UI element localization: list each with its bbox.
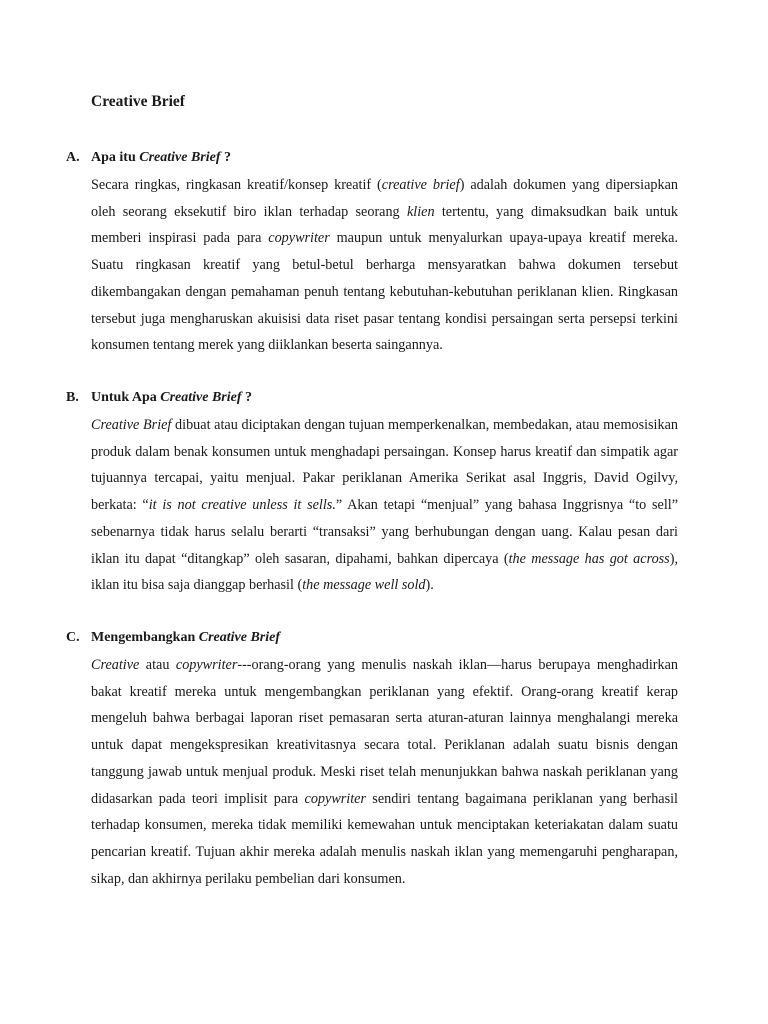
section-a-paragraph [91, 172, 678, 359]
text-run: ---orang-orang yang menulis naskah iklan—harus berupaya menghadirkan bakat kreatif mereka untuk mengembangkan periklanan yang efektif. Orang-orang kreatif kerap mengeluh bahwa berbagai laporan riset pemasaran serta aturan-aturan lainnya menghalangi mereka untuk dapat mengekspresikan kreativitasnya secara total. Periklanan adalah suatu bisnis dengan tanggung jawab untuk menjual produk. Meski riset telah menunjukkan bahwa naskah periklanan yang didasarkan pada teori implisit para [91, 657, 678, 807]
text-run: ) adalah dokumen yang dipersiapkan oleh seorang eksekutif biro iklan terhadap seorang [91, 177, 678, 220]
section-a-body [91, 172, 678, 359]
italic-run: copywriter [268, 230, 330, 247]
section-c-heading [66, 628, 678, 648]
italic-run: creative brief [381, 177, 460, 193]
italic-run: copywriter [175, 657, 238, 673]
italic-run: Creative [91, 657, 140, 673]
section-a-heading-prefix: Apa itu [91, 150, 140, 165]
section-a-heading [66, 148, 678, 168]
section-b-body [91, 412, 678, 599]
section-c-heading-italic: Creative Brief [198, 630, 280, 645]
text-run: ). [425, 577, 434, 594]
section-b-letter: B. [66, 390, 79, 405]
section-b-heading-suffix: ? [241, 390, 253, 405]
text-run: dibuat atau diciptakan dengan tujuan memperkenalkan, membedakan, atau memosisikan produk dalam benak konsumen untuk menghadapi persaingan. Konsep harus kreatif dan simpatik agar tujuannya tercapai, yaitu menjual. Pakar periklanan Amerika Serikat asal Inggris, David Ogilvy, berkata: “ [91, 417, 678, 514]
section-c [66, 628, 678, 892]
italic-run: Creative Brief [91, 417, 172, 433]
section-a [66, 148, 678, 359]
section-c-body [91, 652, 678, 892]
section-c-heading-prefix: Mengembangkan [91, 630, 199, 645]
section-a-heading-italic: Creative Brief [139, 150, 221, 165]
document-title: Creative Brief [91, 93, 185, 110]
section-c-letter: C. [66, 630, 80, 645]
italic-run: the message well sold [302, 577, 426, 594]
section-c-paragraph [91, 652, 678, 892]
italic-run: the message has got across [508, 550, 670, 567]
text-run: maupun untuk menyalurkan upaya-upaya kreatif mereka. Suatu ringkasan kreatif yang betul-betul berharga mensyaratkan bahwa dokumen tersebut dikembangakan dengan pemahaman penuh tentang kebutuhan-kebutuhan periklanan klien. Ringkasan tersebut juga mengharuskan akuisisi data riset pasar tentang kondisi persaingan serta persepsi terkini konsumen tentang merek yang diiklankan beserta saingannya. [91, 230, 678, 354]
italic-run: klien [406, 203, 435, 220]
text-run: sendiri tentang bagaimana periklanan yang berhasil terhadap konsumen, mereka tidak memiliki kemewahan untuk menciptakan keteriakatan dalam suatu pencarian kreatif. Tujuan akhir mereka adalah menulis naskah iklan yang memengaruhi pengharapan, sikap, dan akhirnya perilaku pembelian dari konsumen. [91, 790, 678, 887]
section-b-paragraph [91, 412, 678, 599]
text-run: atau [139, 657, 176, 673]
section-a-letter: A. [66, 150, 80, 165]
section-b-heading-prefix: Untuk Apa [91, 390, 161, 405]
text-run: ), iklan itu bisa saja dianggap berhasil ( [91, 550, 678, 594]
section-b-heading [66, 388, 678, 408]
text-run: tertentu, yang dimaksudkan baik untuk memberi inspirasi pada para [91, 203, 678, 247]
italic-run: copywriter [304, 790, 366, 807]
section-b [66, 388, 678, 599]
italic-run: it is not creative unless it sells. [148, 497, 336, 514]
text-run: Secara ringkas, ringkasan kreatif/konsep kreatif ( [91, 177, 382, 193]
text-run: ” Akan tetapi “menjual” yang bahasa Inggrisnya “to sell” sebenarnya tidak harus selalu berarti “transaksi” yang berhubungan dengan uang. Kalau pesan dari iklan itu dapat “ditangkap” oleh sasaran, dipahami, bahkan dipercaya ( [91, 497, 678, 567]
section-a-heading-suffix: ? [220, 150, 231, 165]
section-b-heading-italic: Creative Brief [160, 390, 242, 405]
